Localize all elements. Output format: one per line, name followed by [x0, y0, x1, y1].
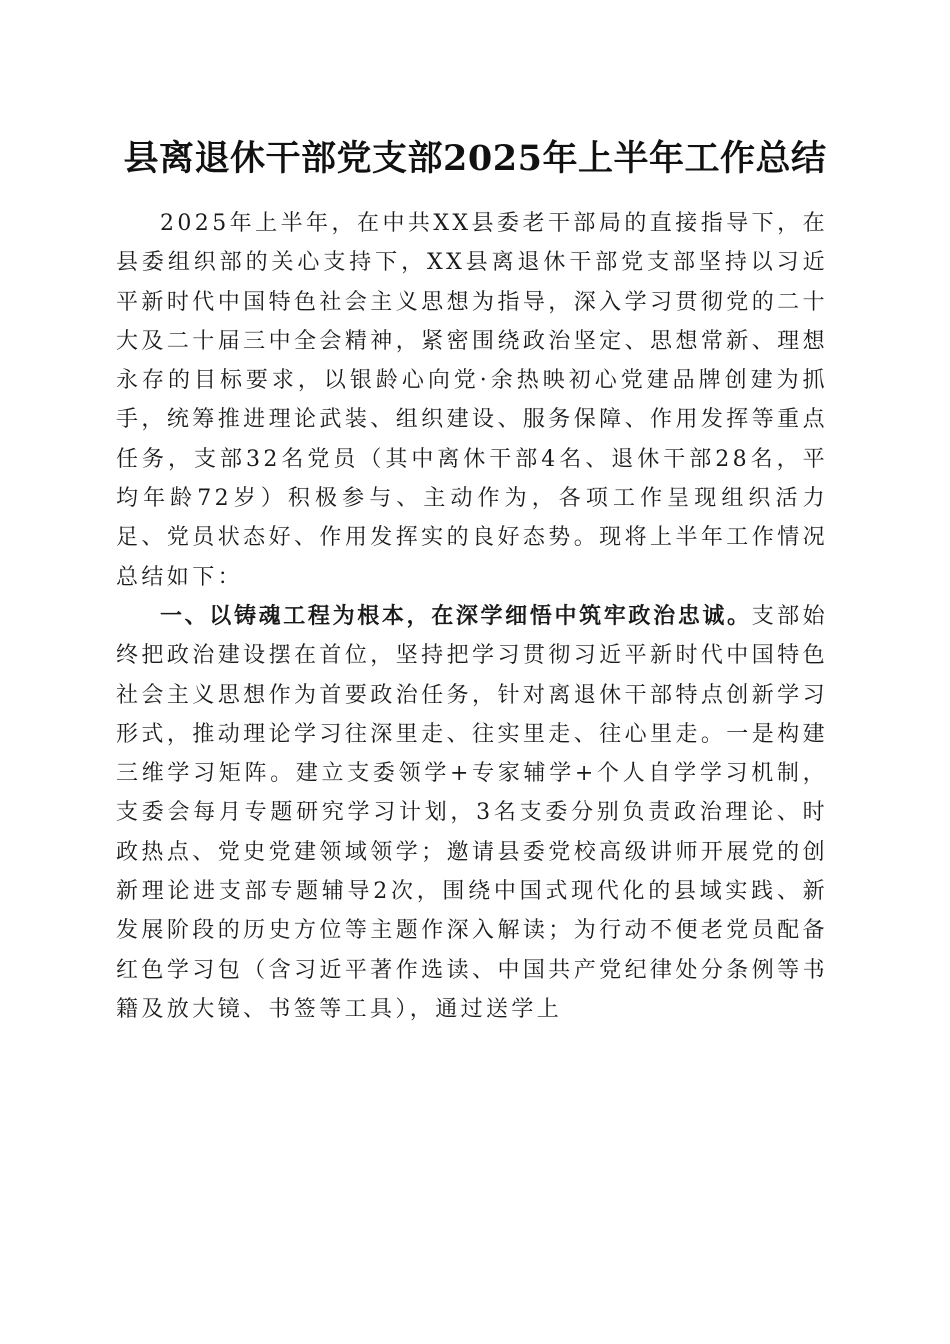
section-one-heading: 一、以铸魂工程为根本，在深学细悟中筑牢政治忠诚。 — [160, 603, 752, 629]
section-one-paragraph — [116, 597, 828, 1029]
document-title: 县离退休干部党支部2025年上半年工作总结 — [123, 138, 827, 179]
section-one-body: 支部始终把政治建设摆在首位，坚持把学习贯彻习近平新时代中国特色社会主义思想作为首要政治任务，针对离退休干部特点创新学习形式，推动理论学习往深里走、往实里走、往心里走。一是构建三维学习矩阵。建立支委领学+专家辅学+个人自学学习机制，支委会每月专题研究学习计划，3名支委分别负责政治理论、时政热点、党史党建领域领学；邀请县委党校高级讲师开展党的创新理论进支部专题辅导2次，围绕中国式现代化的县域实践、新发展阶段的历史方位等主题作深入解读；为行动不便老党员配备红色学习包（含习近平著作选读、中国共产党纪律处分条例等书籍及放大镜、书签等工具），通过送学上 — [116, 603, 828, 1022]
document-body — [116, 204, 828, 1029]
intro-paragraph: 2025年上半年，在中共XX县委老干部局的直接指导下，在县委组织部的关心支持下，XX县离退休干部党支部坚持以习近平新时代中国特色社会主义思想为指导，深入学习贯彻党的二十大及二十届三中全会精神，紧密围绕政治坚定、思想常新、理想永存的目标要求，以银龄心向党·余热映初心党建品牌创建为抓手，统筹推进理论武装、组织建设、服务保障、作用发挥等重点任务，支部32名党员（其中离休干部4名、退休干部28名，平均年龄72岁）积极参与、主动作为，各项工作呈现组织活力足、党员状态好、作用发挥实的良好态势。现将上半年工作情况总结如下： — [116, 211, 828, 590]
